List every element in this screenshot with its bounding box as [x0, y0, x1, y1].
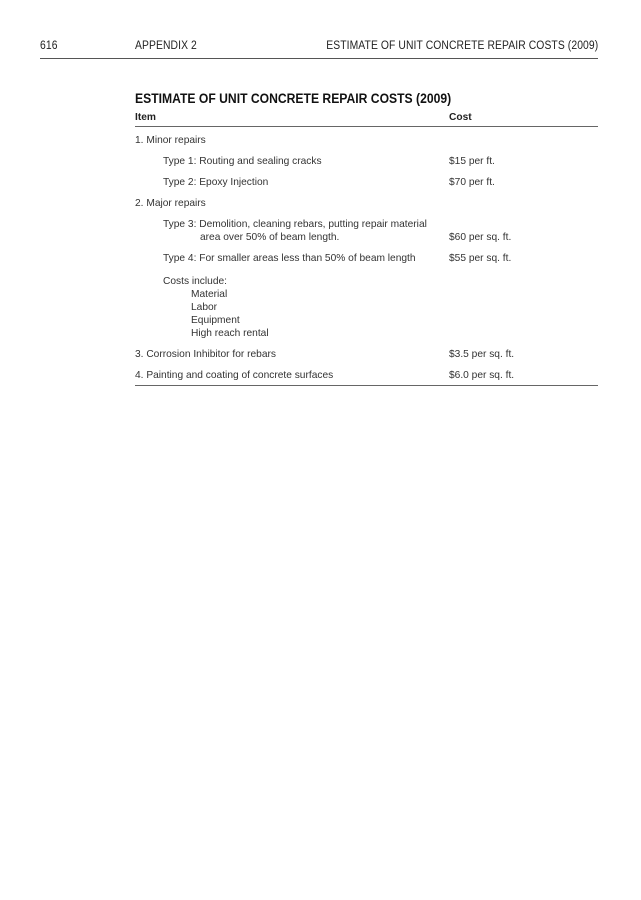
- row-label: 3. Corrosion Inhibitor for rebars: [135, 349, 276, 360]
- row-label: 1. Minor repairs: [135, 135, 206, 146]
- table-title: ESTIMATE OF UNIT CONCRETE REPAIR COSTS (2009): [135, 91, 452, 106]
- row-cost: $70 per ft.: [449, 177, 495, 188]
- row-label: 2. Major repairs: [135, 198, 206, 209]
- cost-table: [135, 112, 598, 386]
- table-row-type1: [135, 155, 598, 168]
- page-number: 616: [40, 40, 58, 52]
- row-label: Type 3: Demolition, cleaning rebars, putting repair material: [163, 219, 427, 230]
- table-row-type3: [135, 218, 598, 231]
- row-cost: $60 per sq. ft.: [449, 232, 512, 243]
- column-header-item: Item: [135, 112, 156, 123]
- column-header-cost: Cost: [449, 112, 472, 123]
- row-cost: $3.5 per sq. ft.: [449, 349, 515, 360]
- table-row-type3-cont: [135, 231, 598, 244]
- running-header: [40, 40, 598, 59]
- row-cost: $15 per ft.: [449, 156, 495, 167]
- category-row-major: [135, 197, 598, 210]
- row-label-continued: area over 50% of beam length.: [200, 232, 340, 243]
- table-row-corrosion: [135, 348, 598, 361]
- category-row-minor: [135, 134, 598, 147]
- running-title: ESTIMATE OF UNIT CONCRETE REPAIR COSTS (2009): [325, 40, 598, 52]
- table-header-row: [135, 112, 598, 127]
- list-item: High reach rental: [191, 328, 269, 339]
- list-item: Labor: [191, 302, 218, 313]
- row-cost: $55 per sq. ft.: [449, 253, 512, 264]
- row-label: Type 4: For smaller areas less than 50% of beam length: [163, 253, 416, 264]
- section-label: APPENDIX 2: [135, 40, 197, 52]
- list-item: Equipment: [191, 315, 240, 326]
- table-row-type4: [135, 252, 598, 265]
- row-label: Type 2: Epoxy Injection: [163, 177, 269, 188]
- costs-include-label: Costs include:: [163, 276, 227, 287]
- row-cost: $6.0 per sq. ft.: [449, 370, 515, 381]
- row-label: 4. Painting and coating of concrete surfaces: [135, 370, 334, 381]
- list-item: Material: [191, 289, 228, 300]
- row-label: Type 1: Routing and sealing cracks: [163, 156, 322, 167]
- table-row-type2: [135, 176, 598, 189]
- table-row-painting: [135, 369, 598, 386]
